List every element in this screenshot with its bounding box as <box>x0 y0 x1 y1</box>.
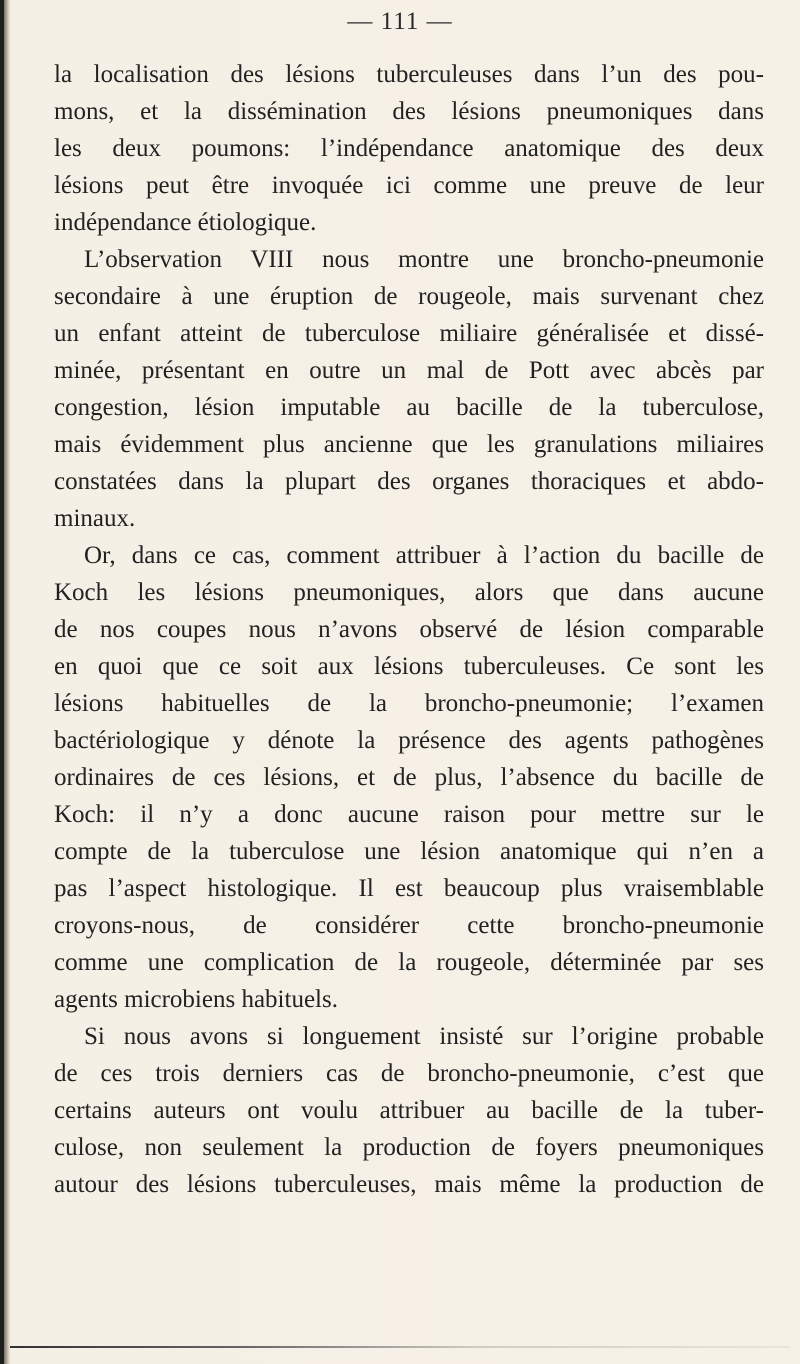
text-line: constatées dans la plupart des organes thoraciques et abdo- <box>54 468 764 495</box>
text-line: secondaire à une éruption de rougeole, mais survenant chez <box>54 283 764 310</box>
text-line: Si nous avons si longuement insisté sur l’origine probable <box>84 1023 764 1050</box>
text-line: Koch les lésions pneumoniques, alors que dans aucune <box>54 579 764 606</box>
text-line: bactériologique y dénote la présence des agents pathogènes <box>54 727 764 754</box>
body-text <box>54 56 764 1203</box>
text-line: croyons-nous, de considérer cette broncho-pneumonie <box>54 912 764 939</box>
text-line: indépendance étiologique. <box>54 209 317 236</box>
text-line: certains auteurs ont voulu attribuer au bacille de la tuber- <box>54 1097 764 1124</box>
text-line: mons, et la dissémination des lésions pneumoniques dans <box>54 98 764 125</box>
text-line: la localisation des lésions tuberculeuses dans l’un des pou- <box>54 61 764 88</box>
text-line: de nos coupes nous n’avons observé de lésion comparable <box>54 616 764 643</box>
text-line: en quoi que ce soit aux lésions tuberculeuses. Ce sont les <box>54 653 764 680</box>
text-line: de ces trois derniers cas de broncho-pneumonie, c’est que <box>54 1060 764 1087</box>
page-bottom-edge <box>10 1346 790 1348</box>
text-line: ordinaires de ces lésions, et de plus, l’absence du bacille de <box>54 764 764 791</box>
text-line: compte de la tuberculose une lésion anatomique qui n’en a <box>54 838 764 865</box>
text-line: minée, présentant en outre un mal de Pott avec abcès par <box>54 357 764 384</box>
text-line: Koch: il n’y a donc aucune raison pour mettre sur le <box>54 801 764 828</box>
page-number: — 111 — <box>347 8 453 35</box>
text-line: comme une complication de la rougeole, déterminée par ses <box>54 949 764 976</box>
text-line: autour des lésions tuberculeuses, mais même la production de <box>54 1171 764 1198</box>
text-line: congestion, lésion imputable au bacille de la tuberculose, <box>54 394 764 421</box>
text-line: minaux. <box>54 505 136 532</box>
text-line: culose, non seulement la production de foyers pneumoniques <box>54 1134 764 1161</box>
text-line: L’observation VIII nous montre une broncho-pneumonie <box>84 246 764 273</box>
text-line: un enfant atteint de tuberculose miliaire généralisée et dissé- <box>54 320 764 347</box>
text-line: les deux poumons: l’indépendance anatomique des deux <box>54 135 764 162</box>
binding-shadow <box>4 0 10 1364</box>
text-line: mais évidemment plus ancienne que les granulations miliaires <box>54 431 764 458</box>
text-line: lésions peut être invoquée ici comme une preuve de leur <box>54 172 764 199</box>
text-line: Or, dans ce cas, comment attribuer à l’action du bacille de <box>84 542 764 569</box>
text-line: pas l’aspect histologique. Il est beaucoup plus vraisemblable <box>54 875 764 902</box>
text-line: agents microbiens habituels. <box>54 986 338 1013</box>
text-line: lésions habituelles de la broncho-pneumonie; l’examen <box>54 690 764 717</box>
